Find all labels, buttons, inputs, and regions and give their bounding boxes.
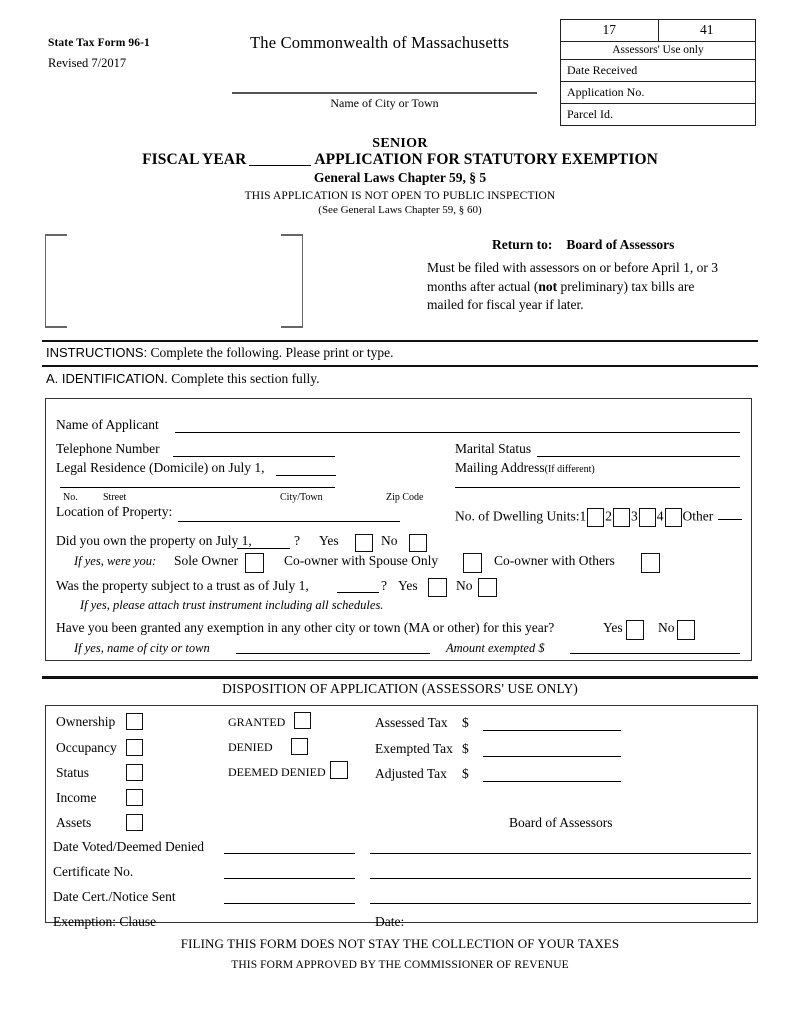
fiscal-year-label: FISCAL YEAR	[142, 151, 247, 168]
date-voted-signature-input[interactable]	[370, 853, 751, 854]
dwelling-units-label: No. of Dwelling Units:	[455, 508, 580, 524]
column-label-zip: Zip Code	[386, 492, 424, 503]
amount-exempted-input[interactable]	[570, 653, 740, 654]
assessors-use-only-label: Assessors' Use only	[612, 44, 704, 56]
dwelling-unit-1-checkbox[interactable]	[587, 508, 604, 527]
dwelling-unit-2-label: 2	[605, 508, 612, 524]
trust-no-checkbox[interactable]	[478, 578, 497, 597]
disposition-item-ownership: Ownership	[56, 714, 116, 729]
senior-label: SENIOR	[372, 136, 428, 151]
form-revision: Revised 7/2017	[48, 56, 127, 70]
see-general-laws-note: (See General Laws Chapter 59, § 60)	[318, 204, 482, 216]
own-property-no-checkbox[interactable]	[409, 534, 427, 552]
dwelling-unit-2-checkbox[interactable]	[613, 508, 630, 527]
date-cert-sent-label: Date Cert./Notice Sent	[53, 889, 176, 904]
adjusted-tax-input[interactable]	[483, 781, 621, 782]
income-checkbox[interactable]	[126, 789, 143, 806]
co-owner-spouse-checkbox[interactable]	[463, 553, 482, 573]
assessors-number-row	[561, 20, 755, 42]
mailing-address-note: (If different)	[544, 464, 595, 475]
name-of-applicant-label: Name of Applicant	[56, 417, 159, 432]
decision-deemed-denied-label: DEEMED DENIED	[228, 765, 326, 779]
residence-address-rule[interactable]	[60, 487, 335, 488]
filing-line-2a: months after actual (	[427, 278, 539, 294]
parcel-id-row[interactable]	[561, 104, 755, 125]
filing-emphasis-not: not	[538, 278, 558, 294]
denied-checkbox[interactable]	[291, 738, 308, 755]
instructions-bar	[42, 340, 758, 367]
assessed-tax-label: Assessed Tax	[375, 715, 448, 730]
instructions-label: INSTRUCTIONS:	[46, 345, 148, 360]
trust-qmark: ?	[381, 578, 387, 593]
application-no-row[interactable]	[561, 82, 755, 104]
column-label-no: No.	[63, 492, 78, 503]
trust-no-label: No	[456, 578, 473, 593]
disposition-item-assets: Assets	[56, 815, 92, 830]
assessors-use-box	[560, 19, 756, 126]
assessed-tax-input[interactable]	[483, 730, 621, 731]
assessed-tax-currency: $	[462, 715, 469, 730]
filing-line-1: Must be filed with assessors on or before April 1, or 3	[427, 260, 718, 275]
dwelling-unit-other-input[interactable]	[718, 519, 742, 520]
sole-owner-checkbox[interactable]	[245, 553, 264, 573]
trust-yes-checkbox[interactable]	[428, 578, 447, 597]
section-a-heading	[46, 371, 320, 387]
adjusted-tax-label: Adjusted Tax	[375, 766, 447, 781]
disposition-item-income: Income	[56, 790, 97, 805]
certificate-no-input[interactable]	[224, 878, 355, 879]
date-received-row[interactable]	[561, 60, 755, 82]
own-property-qmark: ?	[294, 533, 300, 548]
assets-checkbox[interactable]	[126, 814, 143, 831]
section-a-body: Complete this section fully.	[171, 371, 320, 386]
dwelling-unit-4-checkbox[interactable]	[665, 508, 682, 527]
marital-status-input[interactable]	[537, 456, 740, 457]
footer-line-2: THIS FORM APPROVED BY THE COMMISSIONER OF REVENUE	[231, 959, 569, 971]
filing-line-3: mailed for fiscal year if later.	[427, 297, 584, 312]
dwelling-unit-4-label: 4	[656, 508, 664, 524]
column-label-street: Street	[103, 492, 127, 503]
exemption-clause-label: Exemption: Clause	[53, 914, 157, 929]
disposition-item-status: Status	[56, 765, 90, 780]
dwelling-unit-3-label: 3	[631, 508, 638, 524]
mailing-address-rule[interactable]	[455, 487, 740, 488]
name-of-applicant-input[interactable]	[175, 432, 740, 433]
footer-line-1: FILING THIS FORM DOES NOT STAY THE COLLECTION OF YOUR TAXES	[180, 936, 620, 951]
disposition-top-rule	[42, 676, 758, 679]
trust-question: Was the property subject to a trust as of July 1,	[56, 578, 309, 593]
telephone-number-label: Telephone Number	[56, 441, 160, 456]
date-voted-input[interactable]	[224, 853, 355, 854]
mailing-address-label	[455, 460, 595, 476]
dwelling-unit-1-label: 1	[579, 508, 587, 524]
not-open-notice: THIS APPLICATION IS NOT OPEN TO PUBLIC INSPECTION	[244, 190, 556, 202]
board-of-assessors-label: Board of Assessors	[509, 815, 613, 830]
decision-granted-label: GRANTED	[228, 715, 286, 729]
other-exemption-no-label: No	[658, 620, 675, 635]
address-bracket-right	[281, 234, 303, 328]
disposition-title: DISPOSITION OF APPLICATION (ASSESSORS' USE ONLY)	[222, 681, 578, 696]
exempted-tax-input[interactable]	[483, 756, 621, 757]
co-owner-others-checkbox[interactable]	[641, 553, 660, 573]
dwelling-units-row	[455, 508, 713, 527]
own-property-no-label: No	[381, 533, 398, 548]
certificate-no-label: Certificate No.	[53, 864, 134, 879]
telephone-number-input[interactable]	[173, 456, 335, 457]
instructions-body: Complete the following. Please print or type.	[150, 345, 394, 360]
instructions-text-row	[46, 345, 758, 361]
own-property-year-input[interactable]	[237, 548, 290, 549]
decision-denied-label: DENIED	[228, 740, 273, 754]
certificate-signature-input[interactable]	[370, 878, 751, 879]
adjusted-tax-currency: $	[462, 766, 469, 781]
legal-residence-label	[56, 460, 264, 476]
parcel-id-label: Parcel Id.	[567, 107, 613, 121]
location-of-property-input[interactable]	[178, 521, 400, 522]
filing-line-2c: preliminary) tax bills are	[557, 278, 695, 294]
exemption-city-label: If yes, name of city or town	[74, 641, 210, 655]
disposition-item-occupancy: Occupancy	[56, 740, 117, 755]
own-property-yes-label: Yes	[319, 533, 339, 548]
if-yes-were-you-label: If yes, were you:	[74, 554, 157, 568]
city-name-caption: Name of City or Town	[330, 96, 439, 110]
sole-owner-label: Sole Owner	[174, 553, 239, 568]
legal-residence-year-input[interactable]	[276, 475, 336, 476]
marital-status-label: Marital Status	[455, 441, 532, 456]
section-a-label: A. IDENTIFICATION.	[46, 371, 168, 386]
granted-checkbox[interactable]	[294, 712, 311, 729]
application-title-text: APPLICATION FOR STATUTORY EXEMPTION	[314, 151, 658, 168]
date-voted-label: Date Voted/Deemed Denied	[53, 839, 204, 854]
amount-exempted-label: Amount exempted $	[446, 641, 545, 655]
assessors-use-only-row	[561, 42, 755, 60]
application-no-label: Application No.	[567, 85, 645, 99]
fiscal-year-input[interactable]	[249, 165, 311, 166]
exemption-city-input[interactable]	[236, 653, 430, 654]
date-cert-sent-input[interactable]	[224, 903, 355, 904]
other-exemption-no-checkbox[interactable]	[677, 620, 695, 640]
disposition-date-label: Date:	[375, 914, 405, 929]
legal-residence-text: Legal Residence (Domicile) on July 1,	[56, 460, 265, 475]
column-label-city: City/Town	[280, 492, 323, 503]
dwelling-unit-other-label: Other	[682, 508, 714, 524]
exempted-tax-label: Exempted Tax	[375, 741, 453, 756]
location-of-property-label: Location of Property:	[56, 504, 173, 519]
mailing-address-text: Mailing Address	[455, 460, 545, 475]
other-exemption-question: Have you been granted any exemption in any other city or town (MA or other) for this year?	[56, 620, 555, 635]
date-received-label: Date Received	[567, 63, 638, 77]
own-property-yes-checkbox[interactable]	[355, 534, 373, 552]
dwelling-unit-3-checkbox[interactable]	[639, 508, 656, 527]
exempted-tax-currency: $	[462, 741, 469, 756]
status-checkbox[interactable]	[126, 764, 143, 781]
co-owner-spouse-label: Co-owner with Spouse Only	[284, 553, 439, 568]
other-exemption-yes-checkbox[interactable]	[626, 620, 644, 640]
return-to-heading	[492, 237, 674, 253]
own-property-question: Did you own the property on July 1,	[56, 533, 252, 548]
trust-yes-label: Yes	[398, 578, 418, 593]
assessors-num-right: 41	[700, 22, 714, 37]
return-to-recipient: Board of Assessors	[566, 237, 675, 252]
occupancy-checkbox[interactable]	[126, 739, 143, 756]
other-exemption-yes-label: Yes	[603, 620, 623, 635]
ownership-checkbox[interactable]	[126, 713, 143, 730]
application-title	[0, 151, 800, 169]
address-bracket-left	[45, 234, 67, 328]
return-to-label: Return to:	[492, 237, 553, 252]
general-laws-citation: General Laws Chapter 59, § 5	[313, 170, 487, 185]
date-cert-signature-input[interactable]	[370, 903, 751, 904]
form-id: State Tax Form 96-1	[48, 37, 150, 49]
commonwealth-title: The Commonwealth of Massachusetts	[250, 33, 510, 52]
deemed-denied-checkbox[interactable]	[330, 761, 348, 779]
city-name-rule	[232, 92, 537, 94]
assessors-num-left: 17	[561, 20, 659, 41]
trust-attach-note: If yes, please attach trust instrument including all schedules.	[80, 598, 384, 612]
trust-year-input[interactable]	[337, 592, 379, 593]
co-owner-others-label: Co-owner with Others	[494, 553, 615, 568]
filing-deadline-text	[427, 259, 757, 315]
